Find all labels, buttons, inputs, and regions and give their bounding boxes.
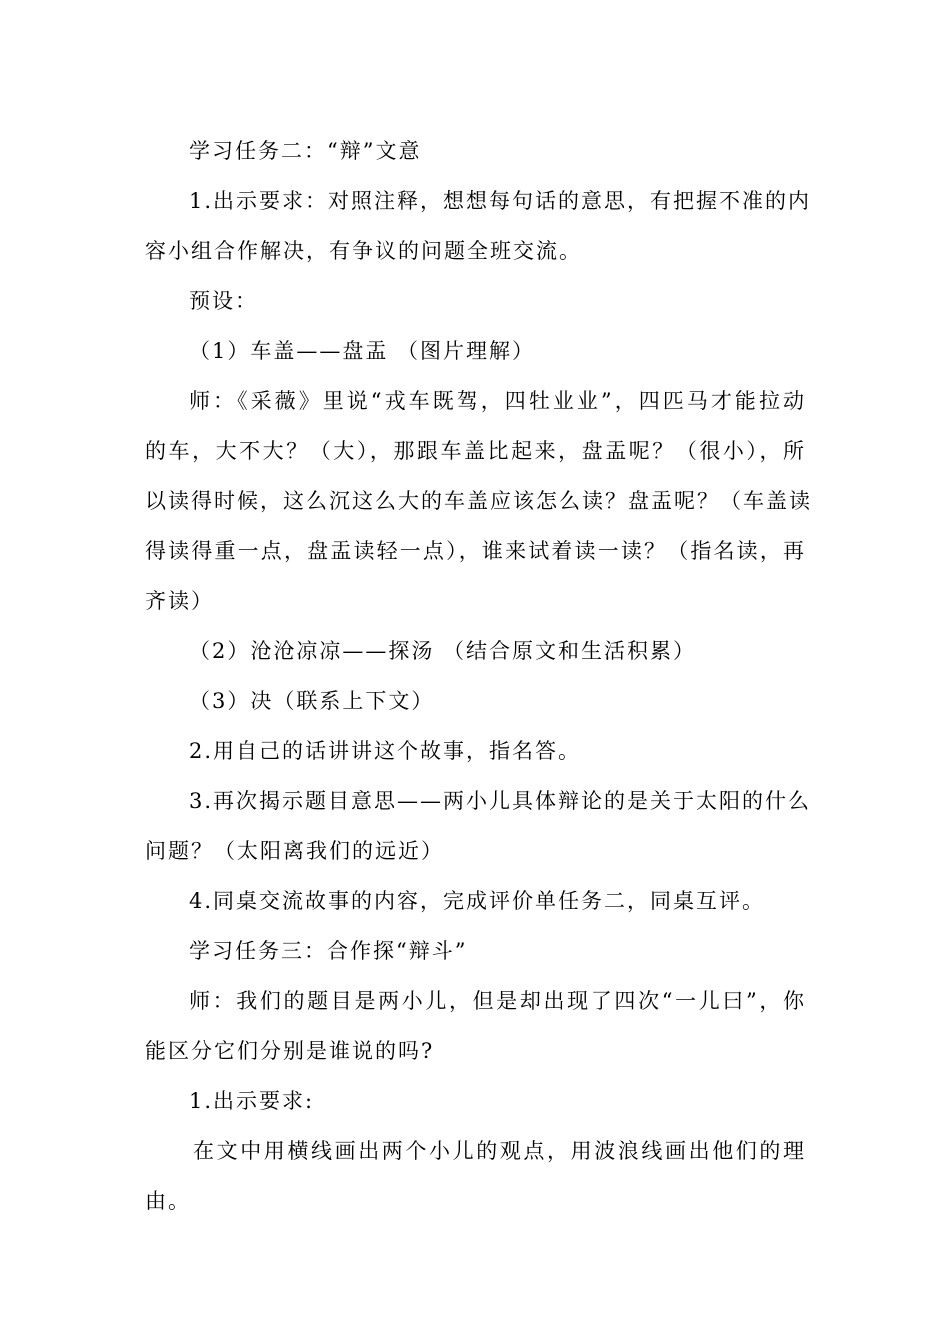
paragraph-line: 3.再次揭示题目意思——两小儿具体辩论的是关于太阳的什么 [189,789,812,813]
task-three-heading: 学习任务三：合作探“辩斗” [189,939,468,963]
paragraph-line: 齐读） [145,589,214,613]
paragraph-line: 在文中用横线画出两个小儿的观点，用波浪线画出他们的理 [193,1139,806,1163]
paragraph-line: （1）车盖——盘盂 （图片理解） [189,339,536,363]
paragraph-line: 问题？（太阳离我们的远近） [145,839,444,863]
paragraph-line: 师：我们的题目是两小儿，但是却出现了四次“一儿曰”，你 [189,989,806,1013]
paragraph-line: （3）决（联系上下文） [189,689,435,713]
paragraph-line: 1.出示要求: [189,1089,315,1113]
paragraph-line: 师：《采薇》里说“戎车既驾，四牡业业”，四匹马才能拉动 [189,389,806,413]
paragraph-line: 能区分它们分别是谁说的吗? [145,1039,435,1063]
task-two-heading: 学习任务二：“辩”文意 [189,139,422,163]
document-body [145,126,810,1226]
paragraph-line: 得读得重一点，盘盂读轻一点），谁来试着读一读？（指名读，再 [145,539,806,563]
paragraph-line: 由。 [145,1189,191,1213]
paragraph-line: 以读得时候，这么沉这么大的车盖应该怎么读？盘盂呢？（车盖读 [145,489,812,513]
paragraph-line: 4.同桌交流故事的内容，完成评价单任务二，同桌互评。 [189,889,766,913]
paragraph-line: 容小组合作解决，有争议的问题全班交流。 [145,239,582,263]
paragraph-line: 1.出示要求：对照注释，想想每句话的意思，有把握不准的内 [189,189,812,213]
paragraph-line: 预设： [189,289,258,313]
paragraph-line: 2.用自己的话讲讲这个故事，指名答。 [189,739,582,763]
paragraph-line: 的车，大不大？（大），那跟车盖比起来，盘盂呢？（很小），所 [145,439,806,463]
paragraph-line: （2）沧沧凉凉——探汤 （结合原文和生活积累） [189,639,697,663]
